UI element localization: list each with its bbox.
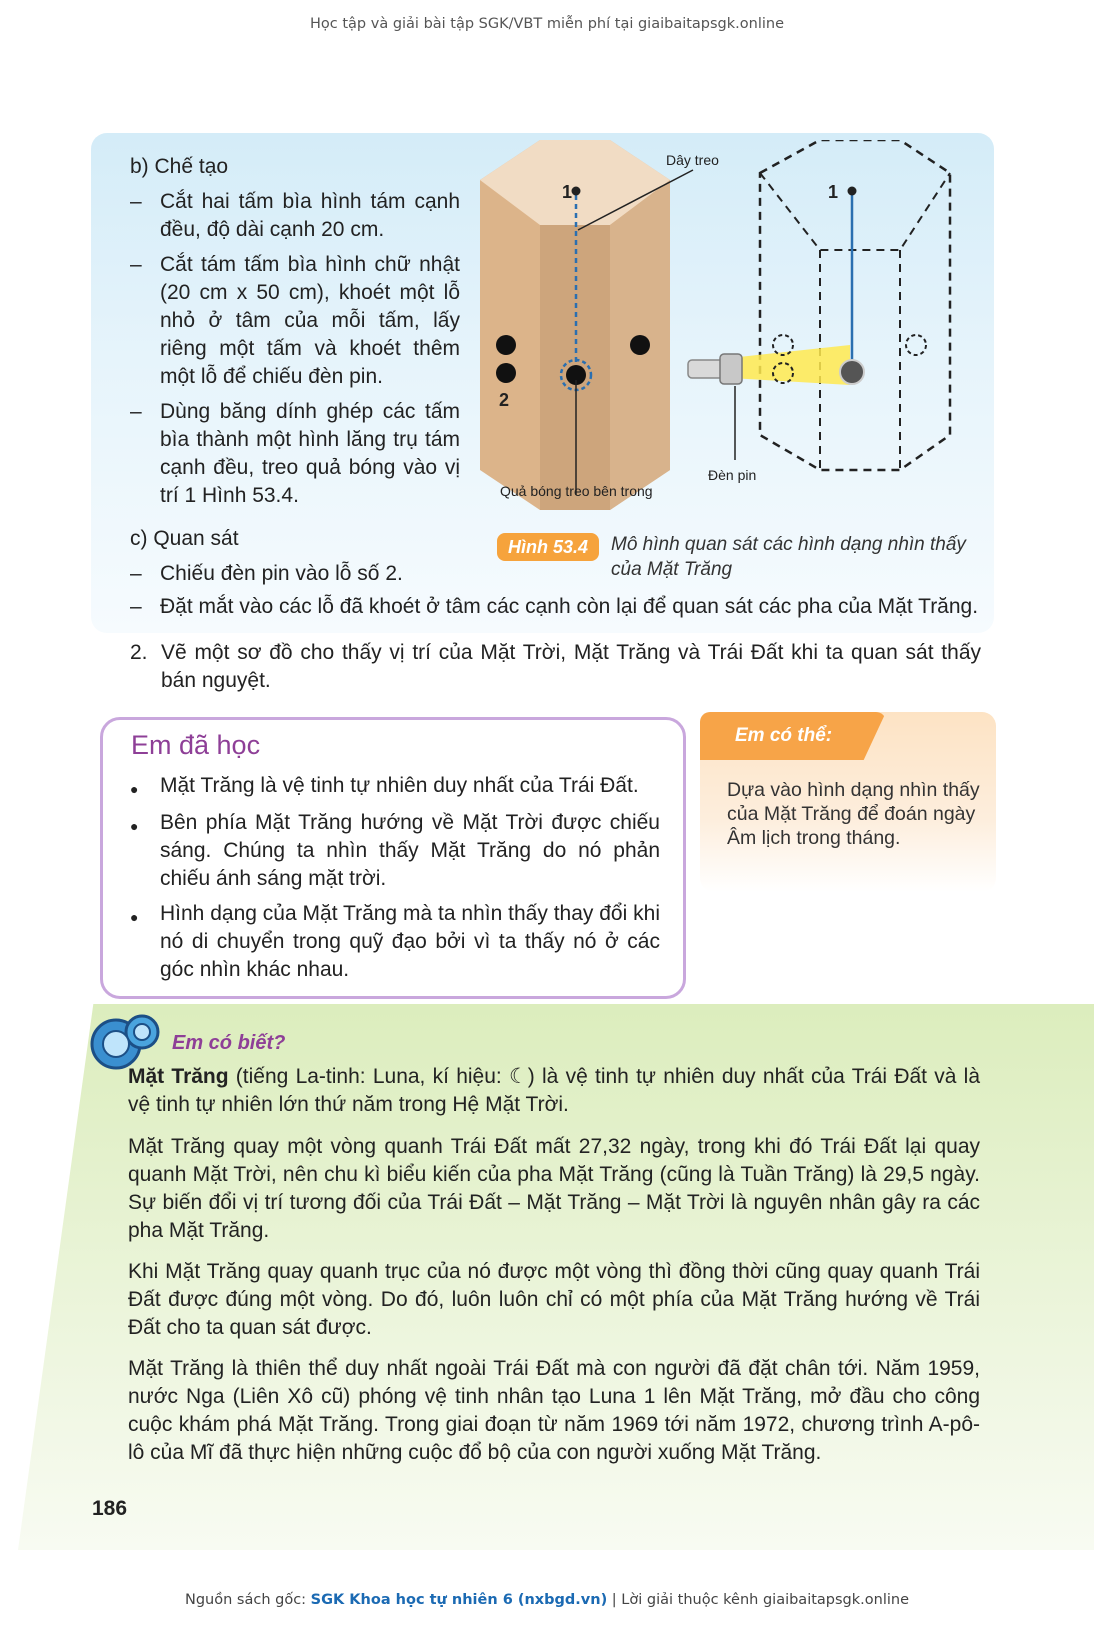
- che-tao-item: Cắt hai tấm bìa hình tám cạnh đều, độ dài cạnh 20 cm.: [160, 190, 460, 241]
- learned-title: Em đã học: [131, 730, 261, 760]
- label-day-treo: Dây treo: [666, 152, 719, 168]
- footer-prefix: Nguồn sách gốc:: [185, 1592, 311, 1608]
- dash-marker: –: [130, 562, 142, 585]
- dash-marker: –: [130, 400, 142, 423]
- paragraph-text: (tiếng La-tinh: Luna, kí hiệu: ☾) là vệ tinh tự nhiên duy nhất của Trái Đất và là vệ tinh tự nhiên lớn thứ năm trong Hệ Mặt Trời.: [128, 1065, 980, 1116]
- task-text: Vẽ một sơ đồ cho thấy vị trí của Mặt Trời, Mặt Trăng và Trái Đất khi ta quan sát thấy bán nguyệt.: [161, 641, 981, 692]
- dash-marker: –: [130, 253, 142, 276]
- label-1b: 1: [828, 182, 839, 202]
- figure-53-4: [480, 140, 990, 510]
- can-do-title: Em có thể:: [735, 725, 833, 746]
- label-2: 2: [499, 390, 510, 410]
- point-1-dot: [848, 187, 857, 196]
- learned-item: Mặt Trăng là vệ tinh tự nhiên duy nhất của Trái Đất.: [160, 774, 639, 797]
- quan-sat-heading: c) Quan sát: [130, 527, 239, 550]
- bullet-icon: ●: [130, 781, 139, 797]
- footer-suffix: | Lời giải thuộc kênh giaibaitapsgk.online: [607, 1592, 909, 1608]
- label-1: 1: [562, 182, 573, 202]
- did-you-know-title: Em có biết?: [172, 1032, 286, 1054]
- bullet-icon: ●: [130, 818, 139, 834]
- learned-item: Bên phía Mặt Trăng hướng về Mặt Trời được chiếu sáng. Chúng ta nhìn thấy Mặt Trăng do nó phản chiếu ánh sáng mặt trời.: [160, 811, 660, 890]
- point-1-dot: [572, 187, 581, 196]
- paragraph-bold-term: Mặt Trăng: [128, 1065, 229, 1088]
- prism-inner-edges: [760, 173, 950, 250]
- figure-caption: Mô hình quan sát các hình dạng nhìn thấy của Mặt Trăng: [611, 534, 966, 580]
- label-bong: Quả bóng treo bên trong: [500, 483, 653, 499]
- hole: [773, 335, 793, 355]
- hole: [630, 335, 650, 355]
- ball: [840, 360, 864, 384]
- header-note: Học tập và giải bài tập SGK/VBT miễn phí tại giaibaitapsgk.online: [310, 16, 784, 32]
- label-den-pin: Đèn pin: [708, 467, 757, 483]
- can-do-text: Dựa vào hình dạng nhìn thấy của Mặt Trăng để đoán ngày Âm lịch trong tháng.: [727, 779, 980, 849]
- che-tao-heading: b) Chế tạo: [130, 155, 229, 178]
- figure-caption-badge: Hình 53.4: [497, 533, 599, 561]
- paragraph: Khi Mặt Trăng quay quanh trục của nó được một vòng thì đồng thời cũng quay quanh Trái Đất được đúng một vòng. Do đó, luôn luôn chỉ có một phía của Mặt Trăng hướng về Trái Đất cho ta quan sát được.: [128, 1260, 980, 1339]
- hole: [906, 335, 926, 355]
- quan-sat-item: Đặt mắt vào các lỗ đã khoét ở tâm các cạnh còn lại để quan sát các pha của Mặt Trăng.: [160, 595, 979, 618]
- paragraph: [128, 1063, 980, 1119]
- task-number: 2.: [130, 641, 148, 664]
- learned-item: Hình dạng của Mặt Trăng mà ta nhìn thấy thay đổi khi nó di chuyển trong quỹ đạo bởi vì ta thấy nó ở các góc nhìn khác nhau.: [160, 902, 660, 981]
- page-number: 186: [92, 1497, 128, 1520]
- che-tao-item: Dùng băng dính ghép các tấm bìa thành một hình lăng trụ tám cạnh đều, treo quả bóng vào vị trí 1 Hình 53.4.: [160, 400, 460, 507]
- bullet-icon: ●: [130, 909, 139, 925]
- hole: [496, 335, 516, 355]
- footer-note: [0, 1592, 1094, 1608]
- dash-marker: –: [130, 595, 142, 618]
- paragraph: Mặt Trăng quay một vòng quanh Trái Đất mất 27,32 ngày, trong khi đó Trái Đất lại quay quanh Mặt Trời, nên chu kì biểu kiến của pha Mặt Trăng (cũng là Tuần Trăng) là 29,5 ngày. Sự biến đổi vị trí tương đối của Trái Đất – Mặt Trăng – Mặt Trời là nguyên nhân gây ra các pha Mặt Trăng.: [128, 1135, 980, 1242]
- che-tao-item: Cắt tám tấm bìa hình chữ nhật (20 cm x 50 cm), khoét một lỗ nhỏ ở tâm của mỗi tấm, lấy riêng một tấm và khoét thêm một lỗ để chiếu đèn pin.: [160, 253, 460, 388]
- hole-2: [496, 363, 516, 383]
- flashlight-head: [720, 354, 742, 384]
- paragraph: Mặt Trăng là thiên thể duy nhất ngoài Trái Đất mà con người đã đặt chân tới. Năm 1959, nước Nga (Liên Xô cũ) phóng vệ tinh nhân tạo Luna 1 lên Mặt Trăng, mở đầu cho công cuộc khám phá Mặt Trăng. Trong giai đoạn từ năm 1969 tới năm 1972, chương trình A-pô-lô của Mĩ đã thực hiện những cuộc đổ bộ của con người xuống Mặt Trăng.: [128, 1357, 980, 1464]
- dash-marker: –: [130, 190, 142, 213]
- footer-source-link[interactable]: SGK Khoa học tự nhiên 6 (nxbgd.vn): [310, 1592, 608, 1608]
- quan-sat-item: Chiếu đèn pin vào lỗ số 2.: [160, 562, 403, 585]
